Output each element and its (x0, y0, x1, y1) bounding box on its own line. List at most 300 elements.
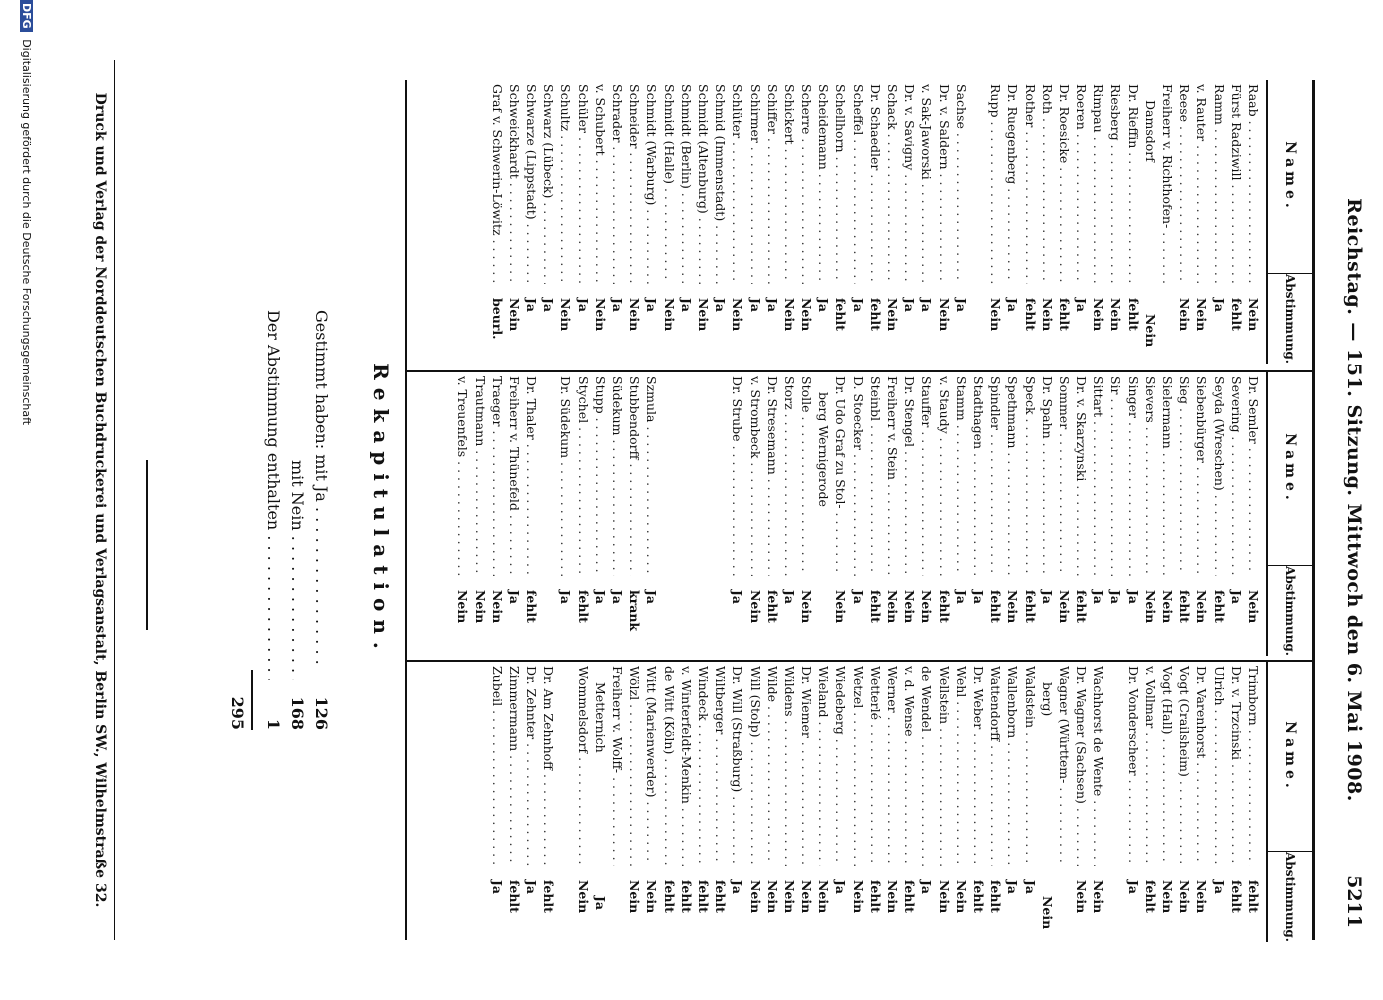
row-spacer (557, 662, 574, 942)
table-row (592, 662, 609, 942)
vote-value: Ja (644, 298, 660, 313)
table-row (1210, 372, 1227, 656)
member-name: v. Treuenfels . . . (454, 372, 471, 576)
member-name: Schwarze (Lippstadt) . . . (523, 80, 540, 284)
table-row (729, 372, 746, 656)
vote-value: Ja (1091, 590, 1107, 605)
member-name: Szmula . . . (643, 372, 660, 576)
vote-value: Nein (1177, 298, 1193, 332)
member-name: Scherre . . . (798, 80, 815, 284)
vote-value: Nein (850, 880, 866, 914)
vote-value: Nein (936, 298, 952, 332)
vote-column-1 (407, 80, 1312, 364)
member-name: Wehl . . . (953, 662, 970, 866)
member-name: Wetzel . . . (850, 662, 867, 866)
table-row (884, 662, 901, 942)
member-name: de Wendel . . . (918, 662, 935, 866)
table-row (1159, 80, 1176, 364)
vote-value: fehlt (867, 880, 883, 913)
recap-label: Der Abstimmung enthalten . . . (261, 310, 285, 680)
dfg-logo: DFG (20, 0, 33, 32)
vote-value: Nein (592, 298, 608, 332)
vote-value: Nein (696, 298, 711, 332)
vote-value: Ja (1005, 880, 1021, 895)
vote-value: Ja (1039, 590, 1055, 605)
member-name: Severing . . . (1228, 372, 1245, 576)
table-row (523, 80, 540, 364)
member-name: de Witt (Köln) . . . (660, 662, 677, 866)
table-row (1142, 372, 1159, 656)
member-name: Sieg . . . (1176, 372, 1193, 576)
table-row (643, 662, 660, 942)
vote-value: Nein (730, 298, 746, 332)
member-name: Schrader . . . (609, 80, 626, 284)
digitization-text: Digitalisierung gefördert durch die Deutsche Forschungsgemeinschaft (20, 39, 33, 426)
table-row (1176, 372, 1193, 656)
vote-value: Nein (627, 880, 643, 914)
vote-value: Ja (1211, 298, 1227, 313)
vote-value: Nein (661, 298, 677, 332)
vote-value: fehlt (764, 590, 780, 623)
table-row (729, 80, 746, 364)
table-row (1245, 372, 1262, 656)
member-name: Dr. Südekum . . . (557, 372, 574, 576)
member-name: Trimborn . . . (1245, 662, 1262, 866)
table-row (1107, 372, 1124, 656)
member-name: Speck . . . (1021, 372, 1038, 576)
vote-value: Nein (1142, 314, 1158, 348)
member-name: Wilde . . . (764, 662, 781, 866)
vote-value: Nein (1194, 880, 1210, 914)
table-row (660, 80, 677, 364)
member-name: v. Staudy . . . (935, 372, 952, 576)
member-name: Schirmer . . . (746, 80, 763, 284)
member-name: Freiherr v. Thünefeld . . . (506, 372, 523, 576)
table-row (609, 662, 626, 942)
table-row (712, 80, 729, 364)
vote-value: Nein (799, 590, 815, 624)
vote-value: Nein (489, 590, 505, 624)
table-row (678, 80, 695, 364)
member-name: Schlüter . . . (729, 80, 746, 284)
table-row (1090, 372, 1107, 656)
vote-value: fehlt (1142, 880, 1158, 913)
recap-total: 295 (228, 670, 253, 730)
member-name: Fürst Radziwill . . . (1228, 80, 1245, 284)
member-name: Waldstein . . . (1021, 662, 1038, 866)
member-name: Dr. v. Skarzynski . . . (1073, 372, 1090, 576)
vote-value: Ja (730, 880, 746, 895)
table-row (970, 372, 987, 656)
table-row (935, 662, 952, 942)
member-name: Dr. Ruegenberg . . . (1004, 80, 1021, 284)
member-name: v. Vollmar . . . (1142, 662, 1159, 866)
member-name: Dr. Rieffin . . . (1125, 80, 1142, 284)
member-name: Dr. Stengel . . . (901, 372, 918, 576)
member-name: Roth . . . (1039, 80, 1056, 284)
vote-value: fehlt (1246, 880, 1261, 913)
table-row (867, 662, 884, 942)
table-row (1245, 662, 1262, 942)
vote-value: Nein (1056, 590, 1072, 624)
member-name: Sachse . . . (953, 80, 970, 284)
member-name: Stupp . . . (592, 372, 609, 576)
name-header: Name. (1268, 662, 1312, 852)
table-row (1193, 372, 1210, 656)
member-name: Schüler . . . (575, 80, 592, 284)
vote-value: Ja (524, 880, 540, 895)
table-row (1073, 372, 1090, 656)
vote-value: fehlt (506, 880, 522, 913)
table-row (1125, 372, 1142, 656)
member-name: Riesberg . . . (1107, 80, 1124, 284)
vote-value: fehlt (867, 590, 883, 623)
member-name: Vogt (Hall) . . . (1159, 662, 1176, 866)
member-name: Siebenbürger . . . (1193, 372, 1210, 576)
member-name: berg) (1039, 682, 1055, 717)
vote-value: fehlt (833, 298, 849, 331)
vote-value: Nein (1160, 590, 1176, 624)
page-title: Reichstag. — 151. Sitzung. Mittwoch den 6. Mai 1908. (1343, 198, 1365, 802)
member-name: Wiedeberg . . . (832, 662, 849, 866)
vote-value: fehlt (678, 880, 694, 913)
member-name: Spindler . . . (987, 372, 1004, 576)
table-row (1176, 662, 1193, 942)
vote-value: Nein (816, 880, 832, 914)
member-name: Freiherr v. Richthofen- . . . (1159, 80, 1176, 284)
member-name: Singer . . . (1125, 372, 1142, 576)
table-row (832, 372, 849, 656)
table-row (832, 80, 849, 364)
vote-value: fehlt (1022, 298, 1038, 331)
table-row (798, 662, 815, 942)
member-name: Ulrich . . . (1210, 662, 1227, 866)
member-name: Dr. Stresemann . . . (764, 372, 781, 576)
vote-value: Nein (1039, 896, 1055, 930)
table-row (815, 80, 832, 364)
table-row (1159, 662, 1176, 942)
vote-value: Ja (953, 590, 969, 605)
table-row (764, 80, 781, 364)
member-name: Stamm . . . (953, 372, 970, 576)
table-row (746, 662, 763, 942)
member-name: Scheidemann . . . (815, 80, 832, 284)
vote-value: Ja (592, 590, 608, 605)
table-row (918, 662, 935, 942)
page-number: 5211 (1343, 875, 1365, 928)
table-row (1056, 80, 1073, 364)
row-spacer (695, 372, 712, 656)
member-name: Stubbendorff . . . (626, 372, 643, 576)
table-row (557, 80, 574, 364)
vote-value: Nein (1160, 880, 1176, 914)
member-name: Spethmann . . . (1004, 372, 1021, 576)
member-name: Metternich (592, 682, 608, 753)
member-name: Schellhorn . . . (832, 80, 849, 284)
vote-value: Nein (1091, 880, 1107, 914)
member-name: Dr. Wiemer . . . (798, 662, 815, 866)
recap-line-abstain (261, 310, 285, 730)
member-name: Wetterlé . . . (867, 662, 884, 866)
vote-value: Nein (1005, 590, 1021, 624)
table-row (609, 80, 626, 364)
vote-value: Ja (1125, 590, 1141, 605)
member-name: Graf v. Schwerin-Löwitz . . . (489, 80, 506, 284)
vote-value: Nein (885, 590, 901, 624)
vote-value: krank (627, 590, 643, 632)
name-header: Name. (1268, 80, 1312, 274)
row-spacer (1107, 662, 1124, 942)
vote-value: Ja (1211, 880, 1227, 895)
vote-value (815, 592, 832, 656)
member-name: v. d. Wense . . . (901, 662, 918, 866)
table-row (867, 372, 884, 656)
vote-value: Nein (885, 880, 901, 914)
table-row (1073, 662, 1090, 942)
member-name: Schack . . . (884, 80, 901, 284)
vote-value: fehlt (902, 880, 918, 913)
member-name: Dr. v. Savigny . . . (901, 80, 918, 284)
table-row (660, 662, 677, 942)
table-row (626, 372, 643, 656)
member-name: Zubeil . . . (489, 662, 506, 866)
member-name: Dr. Semler . . . (1245, 372, 1262, 576)
table-row (1090, 662, 1107, 942)
table-row (592, 372, 609, 656)
table-row (1004, 80, 1021, 364)
member-name: Wattendorff . . . (987, 662, 1004, 866)
vote-value: Ja (781, 590, 797, 605)
vote-value: Nein (919, 590, 935, 624)
recap-value: 168 (288, 696, 307, 730)
table-row (1245, 80, 1262, 364)
table-row (575, 80, 592, 364)
table-row (935, 80, 952, 364)
vote-value: Nein (472, 590, 488, 624)
table-row (815, 372, 832, 656)
vote-value: Ja (1022, 880, 1038, 895)
member-name: Dr. Vonderscheer . . . (1125, 662, 1142, 866)
vote-value: Ja (541, 298, 557, 313)
table-row (884, 372, 901, 656)
column-header (1266, 372, 1312, 656)
table-row (1056, 372, 1073, 656)
vote-value: Nein (799, 298, 815, 332)
row-spacer (678, 372, 695, 656)
vote-value: Ja (730, 590, 746, 605)
vote-value: Nein (781, 298, 797, 332)
table-row (746, 80, 763, 364)
vote-value: fehlt (1211, 590, 1227, 623)
member-name: Steinbl . . . (867, 372, 884, 576)
vote-value: fehlt (1022, 590, 1038, 623)
table-row (764, 662, 781, 942)
vote-value: Ja (1005, 298, 1021, 313)
table-row (471, 372, 488, 656)
vote-column-3 (407, 660, 1312, 942)
table-row (987, 372, 1004, 656)
vote-value: Ja (1228, 590, 1244, 605)
column-header (1266, 662, 1312, 942)
member-name: Schmid (Immenstadt) . . . (712, 80, 729, 284)
member-name: v. Rauter . . . (1193, 80, 1210, 284)
member-name: Rupp . . . (987, 80, 1004, 284)
table-row (592, 80, 609, 364)
row-spacer (970, 80, 987, 364)
vote-value: Ja (953, 298, 969, 313)
table-row (1056, 662, 1073, 942)
member-name: Schickert . . . (781, 80, 798, 284)
vote-value: Nein (1108, 298, 1124, 332)
row-spacer (660, 372, 677, 656)
member-name: Roeren . . . (1073, 80, 1090, 284)
table-row (953, 662, 970, 942)
vote-value: Nein (936, 880, 952, 914)
vote-value: fehlt (1228, 298, 1244, 331)
member-name: Dr. Zehnter . . . (523, 662, 540, 866)
table-row (695, 80, 712, 364)
vote-value: Nein (781, 880, 797, 914)
vote-value: beurl. (489, 298, 505, 340)
vote-value: Ja (678, 298, 694, 313)
table-row (987, 80, 1004, 364)
table-row (1228, 662, 1245, 942)
table-row (1021, 372, 1038, 656)
table-row (626, 662, 643, 942)
member-name: Schultz . . . (557, 80, 574, 284)
member-name: v. Winterfeldt-Menkin . . . (678, 662, 695, 866)
vote-value: Ja (850, 298, 866, 313)
member-name: Wildens . . . (781, 662, 798, 866)
member-name: Ramm . . . (1210, 80, 1227, 284)
member-name: Damsdorf (1142, 100, 1158, 162)
member-name: Freiherr v. Stein . . . (884, 372, 901, 576)
vote-value: Ja (713, 298, 729, 313)
member-name: Will (Stolp) . . . (746, 662, 763, 866)
recap-line-no (285, 310, 309, 730)
member-name: Dr. Weber . . . (970, 662, 987, 866)
vote-value: Ja (902, 298, 918, 313)
table-row (764, 372, 781, 656)
table-row (506, 80, 523, 364)
table-row (987, 662, 1004, 942)
member-name: Raab . . . (1245, 80, 1262, 284)
table-row (540, 662, 557, 942)
table-row (1193, 662, 1210, 942)
member-name: Schneider . . . (626, 80, 643, 284)
table-row (643, 80, 660, 364)
row-list (454, 372, 1266, 656)
vote-value: Ja (1074, 298, 1090, 313)
table-row (884, 80, 901, 364)
column-header (1266, 80, 1312, 364)
member-name: Schweickhardt . . . (506, 80, 523, 284)
vote-value: Ja (919, 880, 935, 895)
table-row (729, 662, 746, 942)
member-name: Schmidt (Altenburg) . . . (695, 80, 712, 284)
member-name: Schmidt (Berlin) . . . (678, 80, 695, 284)
member-name: Trautmann . . . (471, 372, 488, 576)
member-name: Schmidt (Halle) . . . (660, 80, 677, 284)
member-name: Wagner (Württem- . . . (1056, 662, 1073, 866)
table-row (489, 80, 506, 364)
member-name: Zimmermann . . . (506, 662, 523, 866)
table-row (781, 80, 798, 364)
divider-rule (146, 460, 148, 630)
member-name: Stolle . . . (798, 372, 815, 576)
table-row (1142, 80, 1159, 364)
vote-value: fehlt (713, 880, 729, 913)
name-header: Name. (1268, 372, 1312, 566)
member-name: Dr. Roesicke . . . (1056, 80, 1073, 284)
vote-value: fehlt (936, 590, 952, 623)
table-row (575, 372, 592, 656)
vote-value: fehlt (1074, 590, 1090, 623)
vote-header: Abstimmung. (1283, 566, 1297, 656)
vote-value: Nein (627, 298, 643, 332)
vote-value: Nein (764, 880, 780, 914)
vote-value (1159, 284, 1176, 364)
table-row (1039, 80, 1056, 364)
vote-header: Abstimmung. (1283, 852, 1297, 942)
vote-column-2 (407, 370, 1312, 656)
member-name: Dr. v. Saldern . . . (935, 80, 952, 284)
member-name: Freiherr v. Wolff- . . . (609, 662, 626, 866)
member-name: Wölzl . . . (626, 662, 643, 866)
table-row (609, 372, 626, 656)
table-row (1142, 662, 1159, 942)
member-name: v. Sak-Jaworski . . . (918, 80, 935, 284)
member-name: Sittart . . . (1090, 372, 1107, 576)
vote-value: fehlt (541, 880, 557, 913)
vote-value: Ja (971, 590, 986, 605)
vote-value: Nein (1091, 298, 1107, 332)
table-row (918, 80, 935, 364)
member-name: Wellstein . . . (935, 662, 952, 866)
vote-value: Nein (1246, 298, 1261, 332)
row-list (489, 80, 1266, 364)
member-name: Schwarz (Lübeck) . . . (540, 80, 557, 284)
vote-value: fehlt (988, 880, 1004, 913)
digitization-note (20, 0, 33, 1000)
table-row (1107, 80, 1124, 364)
vote-value: Nein (747, 880, 763, 914)
vote-value: fehlt (867, 298, 883, 331)
printer-imprint: Druck und Verlag der Norddeutschen Buchdruckerei und Verlagsanstalt, Berlin SW., Wilhelmstraße 32. (92, 60, 115, 940)
member-name: Wiltberger . . . (712, 662, 729, 866)
member-name: Schmidt (Warburg) . . . (643, 80, 660, 284)
table-row (970, 662, 987, 942)
vote-value: Nein (455, 590, 471, 624)
vote-value: Nein (1177, 880, 1193, 914)
member-name: Traeger . . . (489, 372, 506, 576)
table-row (901, 662, 918, 942)
table-row (643, 372, 660, 656)
member-name: Witt (Marienwerder) . . . (643, 662, 660, 866)
vote-value: Nein (1039, 298, 1055, 332)
table-row (850, 80, 867, 364)
vote-value: Nein (953, 880, 969, 914)
vote-value: Nein (644, 880, 660, 914)
table-row (832, 662, 849, 942)
vote-value: Nein (558, 298, 574, 332)
vote-value: fehlt (661, 880, 677, 913)
table-row (781, 372, 798, 656)
member-name: Scheffel . . . (850, 80, 867, 284)
member-name: Südekum . . . (609, 372, 626, 576)
member-name: Rimpau . . . (1090, 80, 1107, 284)
vote-value: fehlt (988, 590, 1004, 623)
